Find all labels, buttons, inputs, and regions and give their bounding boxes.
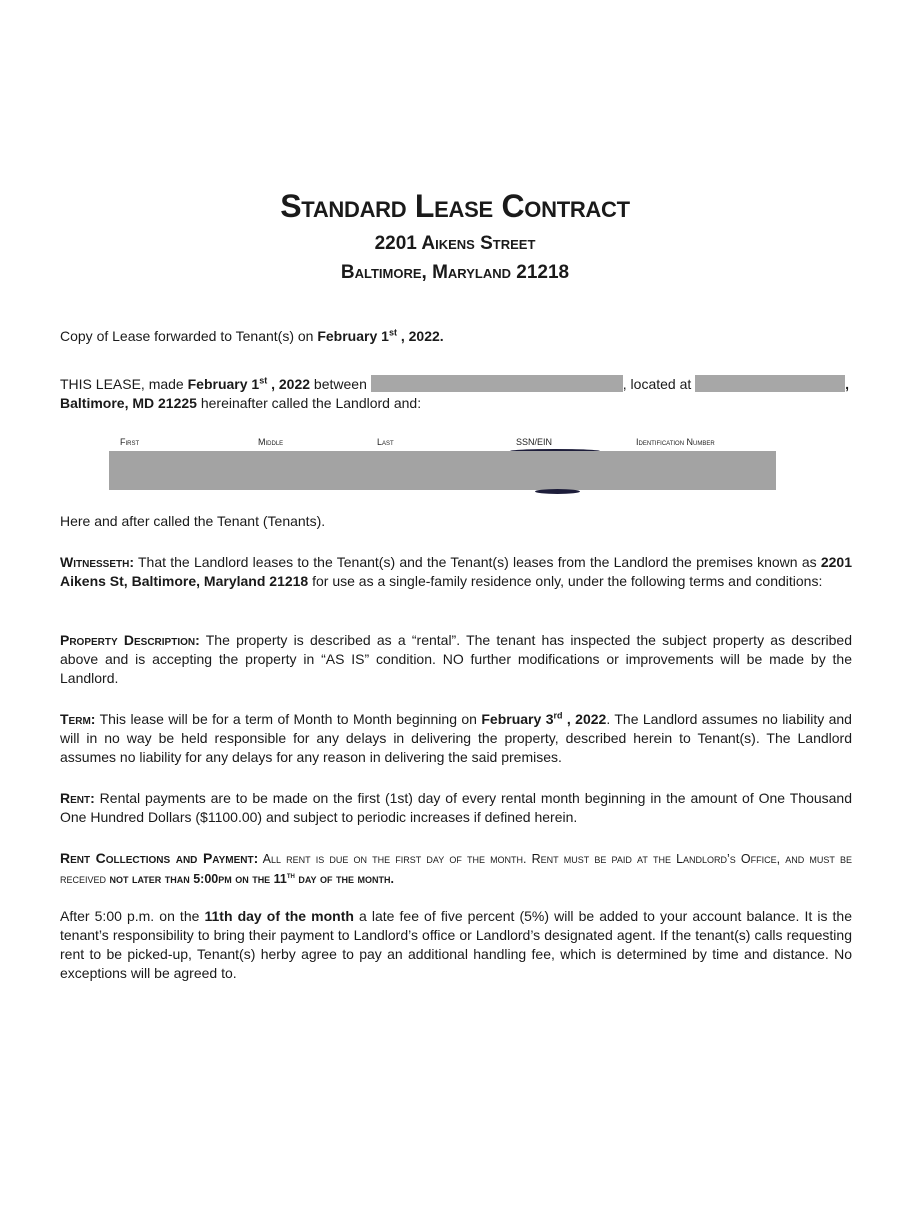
late-fee-section: After 5:00 p.m. on the 11th day of the month a late fee of five percent (5%) will be added to your account balance. It is the tenant’s responsibility to bring their payment to Landlord’s office or Landlord’s designated agent. If the tenant(s) calls requesting rent to be picked-up, Tenant(s) herby agree to pay an additional handling fee, which is determined by time and distance. No exceptions will be agreed to. (60, 908, 852, 981)
term-heading: Term: (60, 711, 96, 727)
tenant-line: Here and after called the Tenant (Tenants). (60, 513, 326, 529)
header-last: Last (377, 437, 394, 447)
rent-section: Rent: Rental payments are to be made on the first (1st) day of every rental month beginning in the amount of One Thousand One Hundred Dollars ($1100.00) and subject to periodic increases if defined herein. (60, 790, 852, 825)
premises-address: 2201 Aikens St, Baltimore, Maryland 21218 (60, 554, 852, 589)
header-middle: Middle (258, 437, 284, 447)
witnesseth-heading: Witnesseth: (60, 554, 134, 570)
header-ssn-ein: SSN/EIN (516, 437, 553, 447)
rent-collections-section: Rent Collections and Payment: All rent is due on the first day of the month. Rent must be paid at the Landlord’s Office, and must be received not later than 5:00pm on the 11th day of the month. (60, 850, 852, 886)
witnesseth-section: Witnesseth: That the Landlord leases to the Tenant(s) and the Tenant(s) leases from the Landlord the premises known as 2201 Aikens St, Baltimore, Maryland 21218 for use as a single-family residence only, under the following terms and conditions: (60, 554, 852, 589)
lease-intro: THIS LEASE, made February 1st , 2022 between , located at , Baltimore, MD 21225 hereinafter called the Landlord and: (60, 375, 850, 411)
property-description-heading: Property Description: (60, 632, 200, 648)
rent-heading: Rent: (60, 790, 95, 806)
document-title: Standard Lease Contract (280, 188, 630, 224)
term-start-date: February 3rd , 2022 (481, 710, 607, 727)
tenant-table-header (0, 437, 920, 451)
ink-smudge-bottom (535, 489, 580, 494)
property-street: 2201 Aikens Street (374, 233, 536, 254)
payment-deadline: not later than 5:00pm on the 11th day of the month. (109, 869, 394, 886)
redacted-landlord-name (371, 375, 623, 392)
late-fee-day: 11th day of the month (204, 908, 354, 924)
landlord-city: Baltimore, MD 21225 (60, 395, 197, 411)
lease-date: February 1st , 2022 (187, 375, 311, 392)
header-first: First (120, 437, 140, 447)
redacted-tenant-info (109, 451, 776, 490)
redacted-landlord-address (695, 375, 845, 392)
header-identification-number: Identification Number (636, 437, 715, 447)
copy-date: February 1st , 2022. (317, 327, 444, 344)
property-description-section: Property Description: The property is described as a “rental”. The tenant has inspected the subject property as described above and is accepting the property in “AS IS” condition. NO further modifications or improvements will be made by the Landlord. (60, 632, 852, 686)
property-city: Baltimore, Maryland 21218 (340, 262, 570, 283)
term-section: Term: This lease will be for a term of Month to Month beginning on February 3rd , 2022. The Landlord assumes no liability and will in no way be held responsible for any delays in delivering the property, described herein to Tenant(s). The Landlord assumes no liability for any delays for any reason in delivering the said premises. (60, 710, 852, 765)
rent-collections-heading: Rent Collections and Payment: (60, 850, 259, 866)
copy-forwarded-line: Copy of Lease forwarded to Tenant(s) on February 1st , 2022. (60, 327, 444, 344)
